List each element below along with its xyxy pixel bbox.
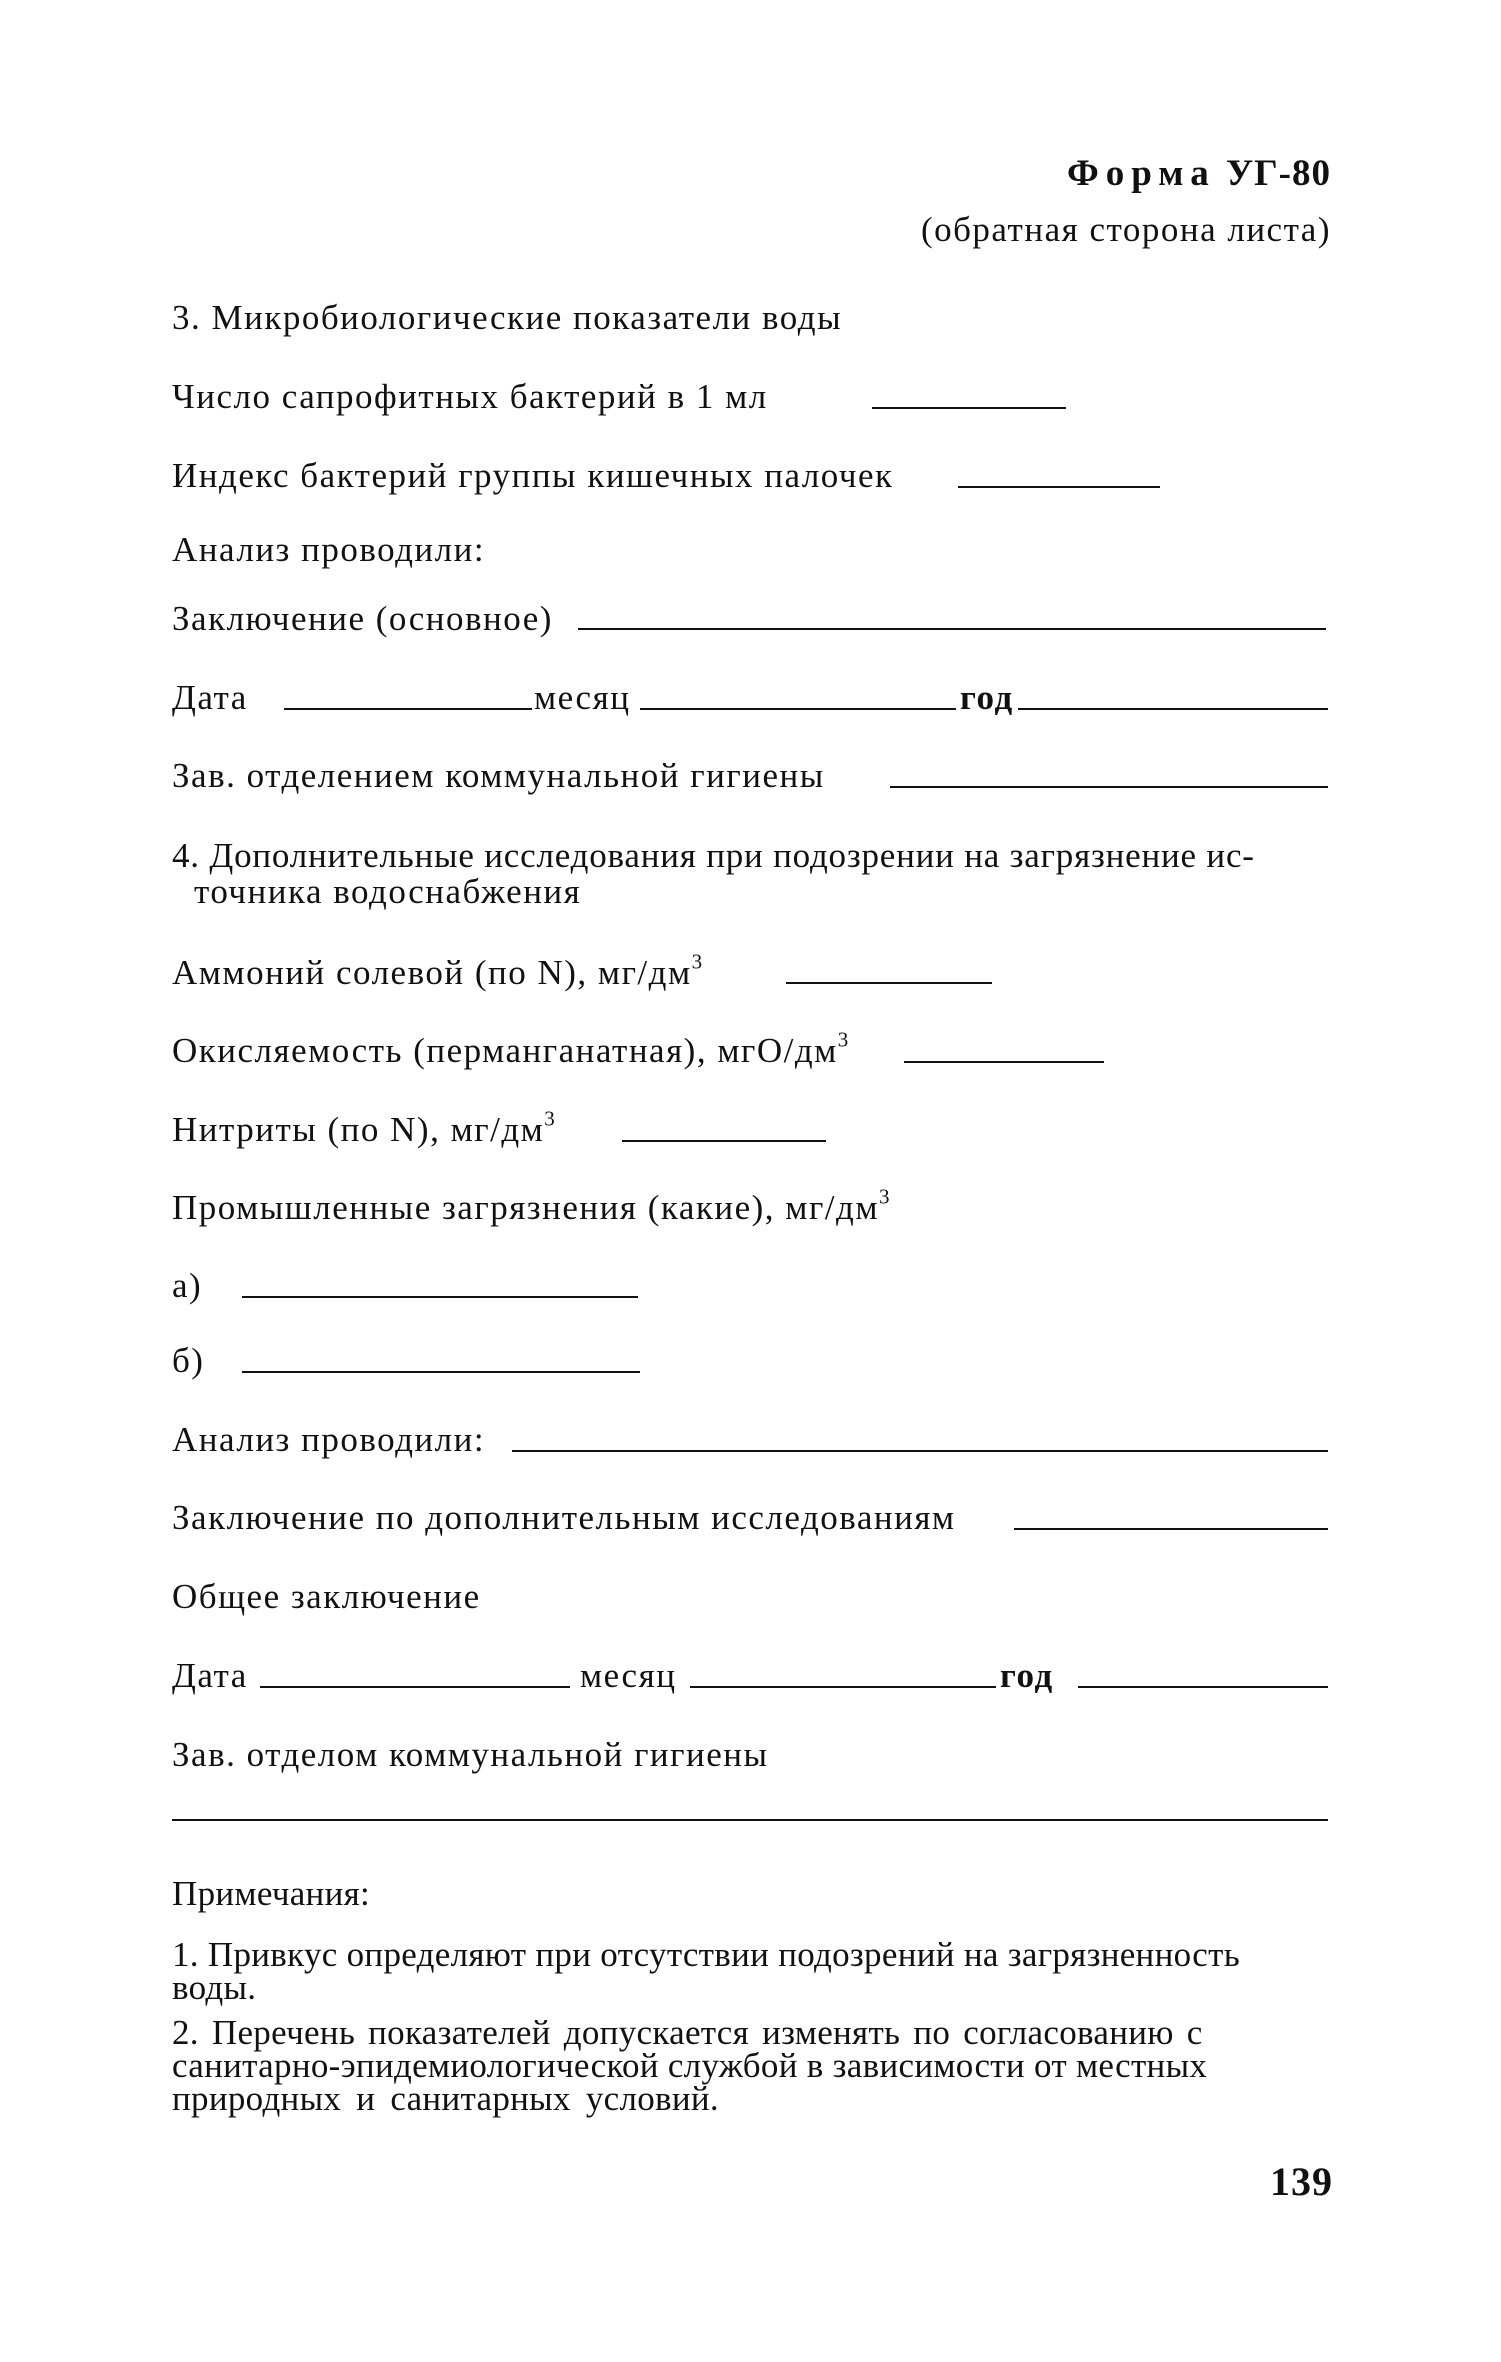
main-conclusion-label: Заключение (основное) — [172, 599, 553, 638]
note2-line2: санитарно-эпидемиологической службой в зависимости от местных — [172, 2046, 1208, 2085]
note2-line1: 2. Перечень показателей допускается изменять по согласованию с — [172, 2013, 1203, 2052]
date-year-field-2[interactable] — [1078, 1686, 1328, 1688]
oxidability-field[interactable] — [904, 1061, 1104, 1063]
ammonium-field[interactable] — [786, 982, 992, 984]
ammonium-text: Аммоний солевой (по N), мг/дм — [172, 953, 692, 992]
analysis-by-label-2: Анализ проводили: — [172, 1420, 486, 1459]
form-word: Форма — [1066, 153, 1216, 194]
nitrites-label — [172, 1106, 557, 1149]
notes-title: Примечания: — [172, 1874, 371, 1913]
date-month-field-2[interactable] — [690, 1686, 996, 1688]
form-side-note: (обратная сторона листа) — [920, 210, 1331, 249]
analysis-by-label: Анализ проводили: — [172, 530, 486, 569]
year-label: год — [960, 678, 1014, 717]
form-code: УГ-80 — [1225, 153, 1331, 194]
saprophytes-label: Число сапрофитных бактерий в 1 мл — [172, 377, 768, 416]
industrial-text: Промышленные загрязнения (какие), мг/дм — [172, 1188, 879, 1227]
form-title — [1067, 152, 1331, 195]
note2-line3: природных и санитарных условий. — [172, 2079, 719, 2118]
date-day-field-2[interactable] — [260, 1686, 570, 1688]
general-conclusion-label: Общее заключение — [172, 1577, 481, 1616]
item-a-field[interactable] — [242, 1296, 638, 1298]
nitrites-text: Нитриты (по N), мг/дм — [172, 1110, 545, 1149]
month-label: месяц — [534, 678, 631, 717]
industrial-label — [172, 1184, 891, 1227]
saprophytes-field[interactable] — [872, 407, 1066, 409]
main-conclusion-field[interactable] — [578, 628, 1326, 630]
analysis-by-field-2[interactable] — [512, 1450, 1328, 1452]
coli-index-label: Индекс бактерий группы кишечных палочек — [172, 456, 894, 495]
head-signature-field-2[interactable] — [172, 1819, 1328, 1821]
head-signature-label: Зав. отделением коммунальной гигиены — [172, 756, 825, 795]
nitrites-field[interactable] — [622, 1140, 826, 1142]
date-month-field[interactable] — [640, 708, 956, 710]
ammonium-unit-exp: 3 — [691, 949, 704, 974]
item-b-label: б) — [172, 1341, 205, 1380]
industrial-unit-exp: 3 — [878, 1184, 891, 1209]
extra-conclusion-field[interactable] — [1014, 1528, 1328, 1530]
note1-line1: 1. Привкус определяют при отсутствии подозрений на загрязненность — [172, 1935, 1240, 1974]
note1-line2: воды. — [172, 1968, 257, 2007]
section4-title-line2: точника водоснабжения — [194, 872, 582, 911]
month-label-2: месяц — [580, 1656, 677, 1695]
oxidability-text: Окисляемость (перманганатная), мгО/дм — [172, 1031, 838, 1070]
date-day-field[interactable] — [284, 708, 532, 710]
extra-conclusion-label: Заключение по дополнительным исследованиям — [172, 1498, 956, 1537]
head-signature-label-2: Зав. отделом коммунальной гигиены — [172, 1735, 769, 1774]
oxidability-label — [172, 1027, 850, 1070]
date-label: Дата — [172, 678, 248, 717]
item-a-label: а) — [172, 1266, 203, 1305]
oxidability-unit-exp: 3 — [837, 1027, 850, 1052]
coli-index-field[interactable] — [958, 486, 1160, 488]
item-b-field[interactable] — [242, 1371, 640, 1373]
page-number: 139 — [1270, 2159, 1333, 2204]
date-year-field[interactable] — [1018, 708, 1328, 710]
section3-title: 3. Микробиологические показатели воды — [172, 298, 843, 337]
ammonium-label — [172, 949, 704, 992]
section4-title-line1: 4. Дополнительные исследования при подозрении на загрязнение ис- — [172, 836, 1255, 875]
head-signature-field[interactable] — [890, 786, 1328, 788]
nitrites-unit-exp: 3 — [544, 1106, 557, 1131]
year-label-2: год — [1000, 1656, 1054, 1695]
section4-title — [172, 838, 1255, 873]
date-label-2: Дата — [172, 1656, 248, 1695]
